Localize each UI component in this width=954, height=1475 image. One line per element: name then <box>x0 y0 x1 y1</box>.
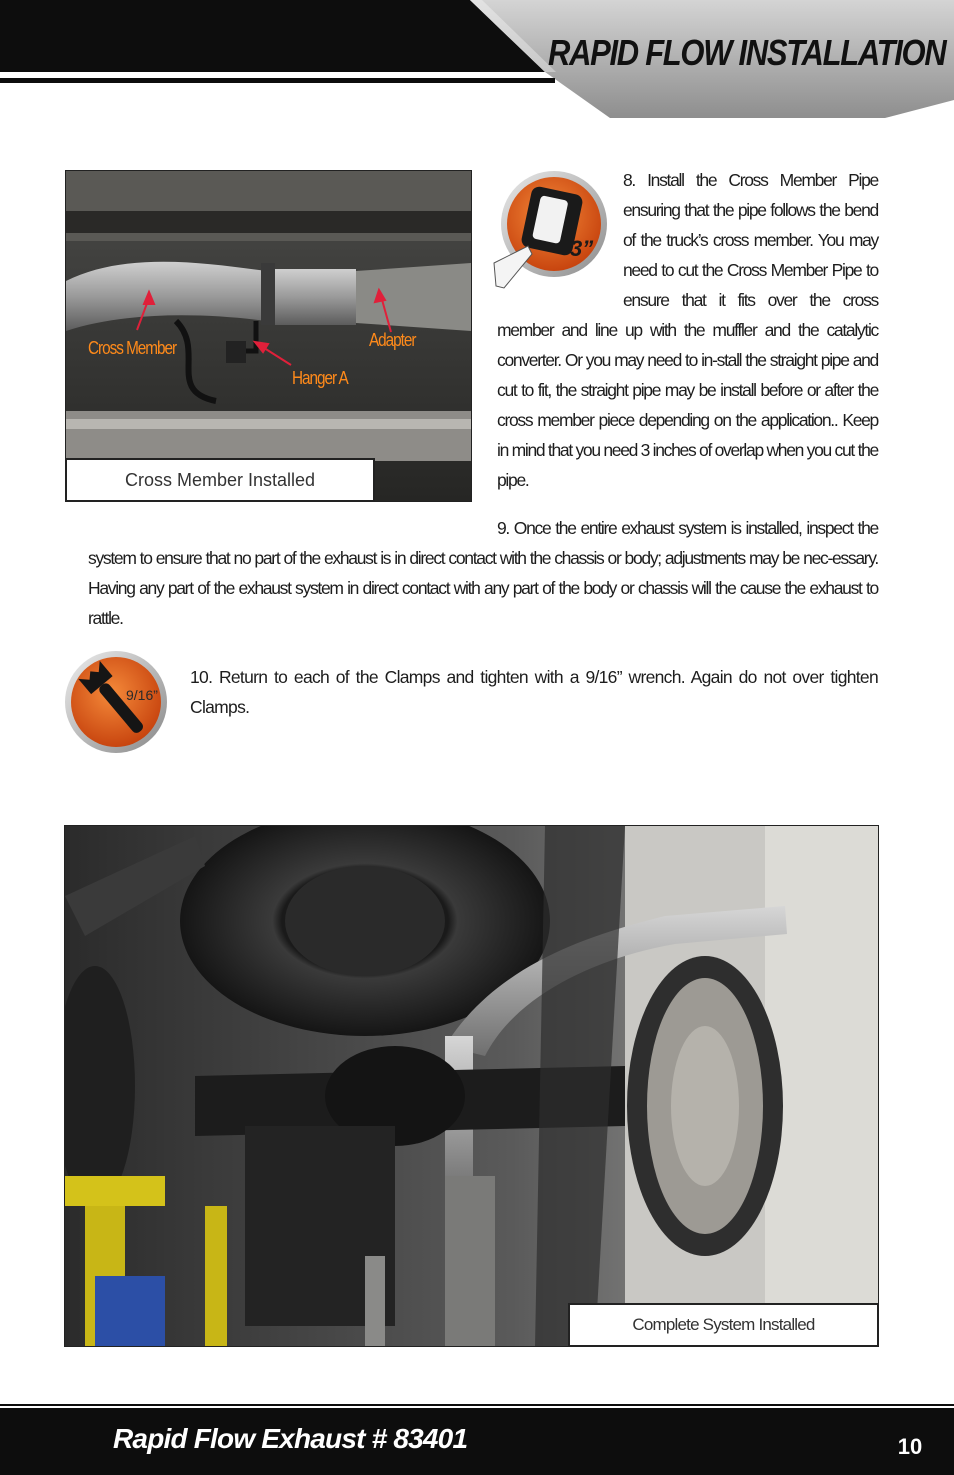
step-8-paragraph: 8. Install the Cross Member Pipe ensuring that the pipe follows the bend of the truck’s cross member. You may need to cut the Cross Member Pipe to ensure that it fits over the cross member and line up with the muffler and the catalytic converter. Or you may need to in-stall the straight pipe and cut to fit, the straight pipe may be install before or after the cross member piece depending on the application.. Keep in mind that you need 3 inches of overlap when you cut the pipe. <box>497 170 878 490</box>
step-9-paragraph: 9. Once the entire exhaust system is installed, inspect the system to ensure that no part of the exhaust is in direct contact with the chassis or body; adjustments may be nec-essary. Having any part of the exhaust system in direct contact with any part of the body or chassis will the cause the exhaust to rattle. <box>88 518 878 628</box>
page-title: RAPID FLOW INSTALLATION <box>548 32 946 73</box>
complete-system-photo <box>64 825 879 1347</box>
step-9-text <box>88 513 878 633</box>
photo-caption-complete-system: Complete System Installed <box>568 1303 879 1347</box>
icon-wrap-spacer <box>497 165 623 311</box>
callout-cross-member: Cross Member <box>88 338 177 358</box>
footer-rule <box>0 1404 954 1406</box>
step-10-text <box>190 662 878 722</box>
wrench-size-label: 9/16” <box>126 687 158 703</box>
step-10-paragraph: 10. Return to each of the Clamps and tighten with a 9/16” wrench. Again do not over tighten Clamps. <box>190 667 878 717</box>
page-number: 10 <box>897 1434 923 1459</box>
step-8-text <box>497 165 878 495</box>
callout-hanger-a: Hanger A <box>292 368 348 388</box>
callout-adapter: Adapter <box>369 330 416 350</box>
photo-caption-cross-member: Cross Member Installed <box>65 458 375 502</box>
wrench-icon <box>64 650 168 754</box>
footer-title: Rapid Flow Exhaust # 83401 <box>113 1423 468 1454</box>
tape-measure-label: 3” <box>570 236 594 261</box>
